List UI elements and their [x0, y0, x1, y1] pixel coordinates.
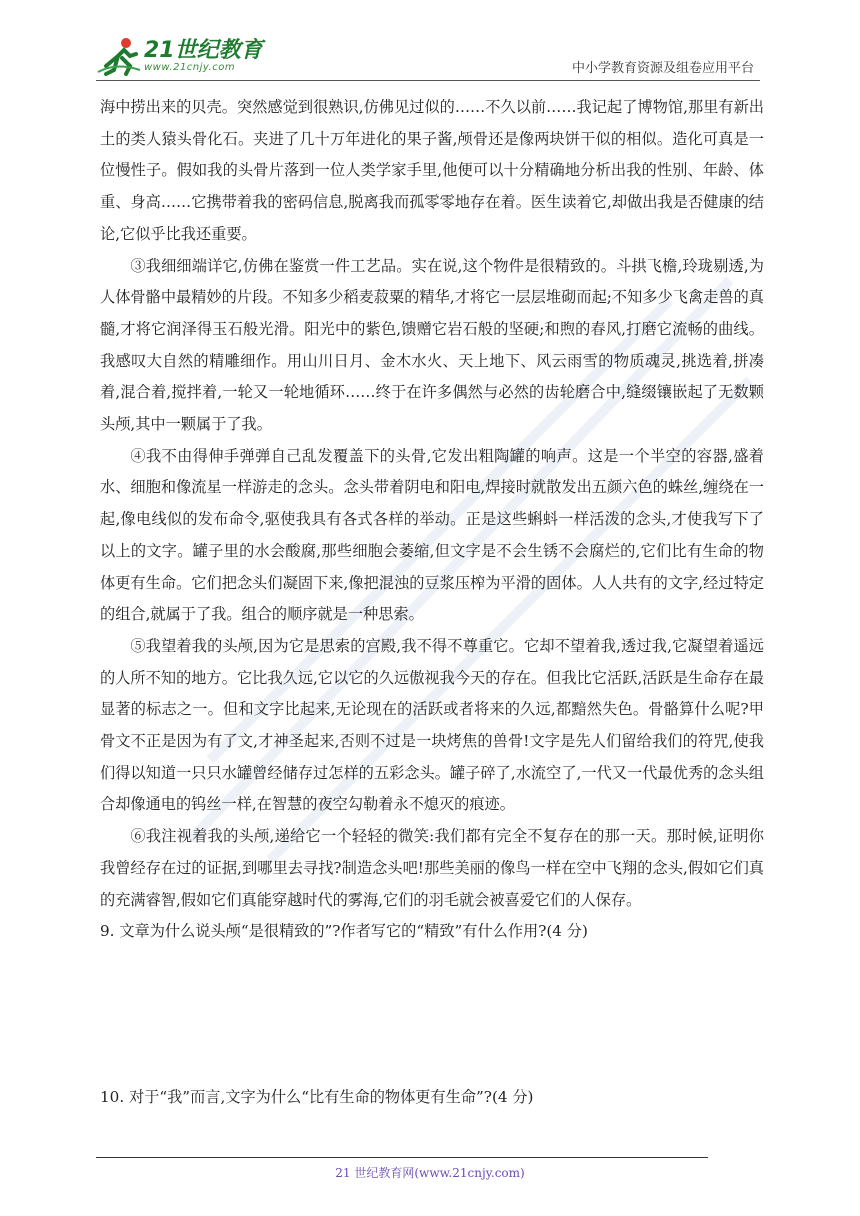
paragraph-5: ⑤我望着我的头颅,因为它是思索的宫殿,我不得不尊重它。它却不望着我,透过我,它凝望着遥远的人所不知的地方。它比我久远,它以它的久远傲视我今天的存在。但我比它活跃,活跃是生命存在最显著的标志之一。但和文字比起来,无论现在的活跃或者将来的久远,都黯然失色。骨骼算什么呢?甲骨文不正是因为有了文,才神圣起来,否则不过是一块烤焦的兽骨!文字是先人们留给我们的符咒,使我们得以知道一只只水罐曾经储存过怎样的五彩念头。罐子碎了,水流空了,一代又一代最优秀的念头组合却像通电的钨丝一样,在智慧的夜空勾勒着永不熄灭的痕迹。	[100, 636, 764, 814]
logo-title: 21世纪教育	[144, 37, 263, 63]
logo	[96, 34, 263, 78]
paragraph-4: ④我不由得伸手弹弹自己乱发覆盖下的头骨,它发出粗陶罐的响声。这是一个半空的容器,盛着水、细胞和像流星一样游走的念头。念头带着阴电和阳电,焊接时就散发出五颜六色的蛛丝,缠绕在一起,像电线似的发布命令,驱使我具有各式各样的举动。正是这些蝌蚪一样活泼的念头,才使我写下了以上的文字。罐子里的水会酸腐,那些细胞会萎缩,但文字是不会生锈不会腐烂的,它们比有生命的物体更有生命。它们把念头们凝固下来,像把混浊的豆浆压榨为平滑的固体。人人共有的文字,经过特定的组合,就属于了我。组合的顺序就是一种思索。	[100, 446, 764, 624]
article-body	[100, 92, 764, 948]
footer-divider	[96, 1157, 708, 1158]
runner-logo-icon	[96, 36, 142, 76]
question-10: 10. 对于“我”而言,文字为什么“比有生命的物体更有生命”?(4 分)	[100, 1088, 534, 1106]
page-header	[96, 32, 760, 81]
paragraph-2-cont: 海中捞出来的贝壳。突然感觉到很熟识,仿佛见过似的……不久以前……我记起了博物馆,那里有新出土的类人猿头骨化石。夹进了几十万年进化的果子酱,颅骨还是像两块饼干似的相似。造化可真是一位慢性子。假如我的头骨片落到一位人类学家手里,他便可以十分精确地分析出我的性别、年龄、体重、身高……它携带着我的密码信息,脱离我而孤零零地存在着。医生读着它,却做出我是否健康的结论,它似乎比我还重要。	[100, 98, 764, 243]
paragraph-6: ⑥我注视着我的头颅,递给它一个轻轻的微笑:我们都有完全不复存在的那一天。那时候,证明你我曾经存在过的证据,到哪里去寻找?制造念头吧!那些美丽的像鸟一样在空中飞翔的念头,假如它们真的充满睿智,假如它们真能穿越时代的雾海,它们的羽毛就会被喜爱它们的人保存。	[100, 827, 764, 909]
logo-url: www.21cnjy.com	[144, 61, 236, 73]
platform-name: 中小学教育资源及组卷应用平台	[571, 61, 754, 76]
page-footer: 21 世纪教育网(www.21cnjy.com)	[335, 1166, 525, 1180]
question-9: 9. 文章为什么说头颅“是很精致的”?作者写它的“精致”有什么作用?(4 分)	[100, 922, 588, 941]
paragraph-3: ③我细细端详它,仿佛在鉴赏一件工艺品。实在说,这个物件是很精致的。斗拱飞檐,玲珑剔透,为人体骨骼中最精妙的片段。不知多少稻麦菽粟的精华,才将它一层层堆砌而起;不知多少飞禽走兽的真髓,才将它润泽得玉石般光滑。阳光中的紫色,馈赠它岩石般的坚硬;和煦的春风,打磨它流畅的曲线。我感叹大自然的精雕细作。用山川日月、金木水火、天上地下、风云雨雪的物质魂灵,挑选着,拼凑着,混合着,搅拌着,一轮又一轮地循环……终于在许多偶然与必然的齿轮磨合中,缝缀镶嵌起了无数颗头颅,其中一颗属于了我。	[100, 256, 764, 434]
